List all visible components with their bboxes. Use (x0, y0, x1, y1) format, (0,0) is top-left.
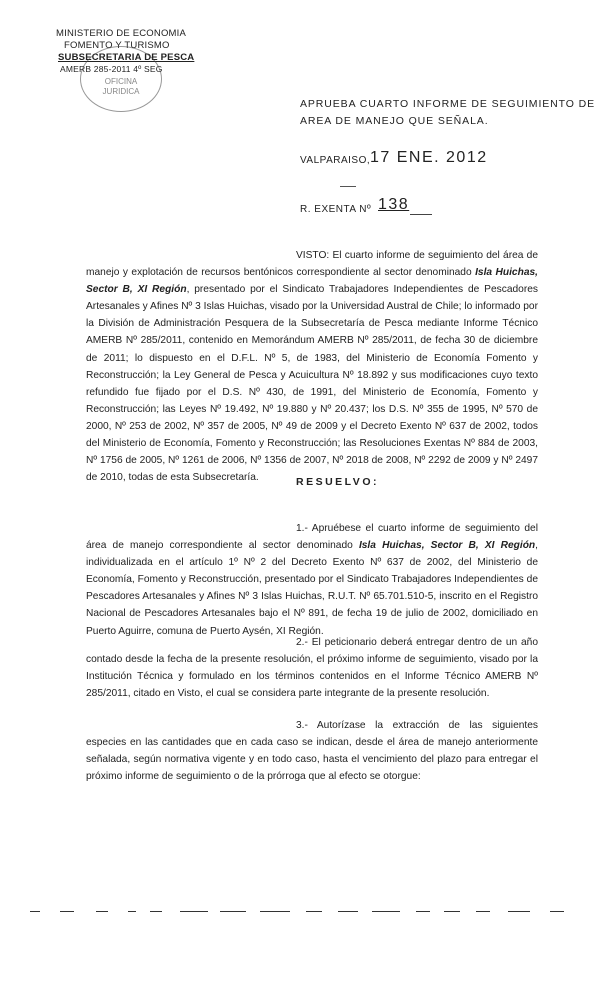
place-label: VALPARAISO, (300, 155, 371, 166)
visto-lead: VISTO: El cuarto informe de seguimiento del área de manejo y explotación de recursos bentónicos correspondiente al sector denominado (86, 250, 538, 279)
resuelvo-heading: RESUELVO: (296, 476, 379, 488)
stamp-line2: JURIDICA (102, 87, 140, 96)
resolution-date: 17 ENE. 2012 (370, 149, 488, 166)
separator-mark (340, 186, 356, 187)
resolution-item-3: 3.- Autorízase la extracción de las siguientes especies en las cantidades que en cada caso se indican, desde el área de manejo anteriormente señalada, según normativa vigente y en todo caso, hasta el vencimiento del plazo para entregar el próximo informe de seguimiento o de la prórroga que al efecto se otorgue: (86, 720, 538, 783)
resolution-item-1 (86, 520, 538, 640)
visto-paragraph (86, 247, 538, 486)
document-title-line1: APRUEBA CUARTO INFORME DE SEGUIMIENTO DE (300, 98, 596, 110)
visto-sector: Isla Huichas, Sector B, XI Región (86, 267, 538, 296)
office-stamp (80, 46, 162, 112)
stamp-line1: OFICINA (104, 77, 138, 86)
footer-dash-line (30, 911, 570, 913)
resolution-item-2: 2.- El peticionario deberá entregar dentro de un año contado desde la fecha de la presente resolución, el próximo informe de seguimiento, visado por la Institución Técnica y formulado en los términos contenidos en el Informe Técnico AMERB Nº 285/2011, citado en Visto, el cual se considera parte integrante de la presente resolución. (86, 637, 538, 700)
subsecretaria-name: SUBSECRETARIA DE PESCA (58, 52, 195, 63)
item1-rest: , individualizada en el artículo 1º Nº 2 del Decreto Exento Nº 637 de 2002, del Ministerio de Economía, Fomento y Reconstrucción, presentado por el Sindicato Trabajadores Independientes de Pescadores Artesanales y Afines Nº 3 Islas Huichas, R.U.T. Nº 65.701.510-5, inscrito en el Registro Nacional de Pescadores Artesanales bajo el Nº 891, de fecha 19 de julio de 2002, domiciliado en Puerto Aguirre, comuna de Puerto Aysén, XI Región. (86, 540, 538, 637)
document-title-line2: AREA DE MANEJO QUE SEÑALA. (300, 115, 489, 127)
amerb-reference: AMERB 285-2011 4º SEG (60, 64, 163, 74)
visto-rest: , presentado por el Sindicato Trabajadores Independientes de Pescadores Artesanales y Afines Nº 3 Islas Huichas, visado por la Universidad Austral de Chile; lo informado por la División de Administración Pesquera de la Subsecretaría de Pesca mediante Informe Técnico AMERB Nº 285/2011, contenido en Memorándum AMERB Nº 285/2011, de fecha 30 de diciembre de 2011; lo dispuesto en el D.F.L. Nº 5, de 1983, del Ministerio de Economía Fomento y Reconstrucción; la Ley General de Pesca y Acuicultura Nº 18.892 y sus modificaciones cuyo texto refundido fue fijado por el D.S. Nº 430, de 1991, del Ministerio de Economía, Fomento y Reconstrucción; las Leyes Nº 19.492, Nº 19.880 y Nº 20.437; los D.S. Nº 355 de 1995, Nº 570 de 2000, Nº 253 de 2002, Nº 357 de 2005, Nº 49 de 2009 y el Decreto Exento Nº 637 de 2002, todos del Ministerio de Economía, Fomento y Reconstrucción; las Resoluciones Exentas Nº 884 de 2003, Nº 1756 de 2005, Nº 1261 de 2006, Nº 1356 de 2007, Nº 2018 de 2008, Nº 2292 de 2009 y Nº 2497 de 2010, todas de esta Subsecretaría. (86, 284, 538, 484)
resolution-label: R. EXENTA Nº (300, 204, 372, 215)
resolution-number: 138 (378, 196, 410, 213)
ministry-name: MINISTERIO DE ECONOMIA (56, 28, 187, 39)
item1-lead: 1.- Apruébese el cuarto informe de seguimiento del área de manejo correspondiente al sector denominado (86, 523, 538, 552)
number-underline-extension (410, 214, 432, 215)
ministry-name-line2: FOMENTO Y TURISMO (64, 40, 170, 51)
item1-sector: Isla Huichas, Sector B, XI Región (358, 540, 536, 552)
